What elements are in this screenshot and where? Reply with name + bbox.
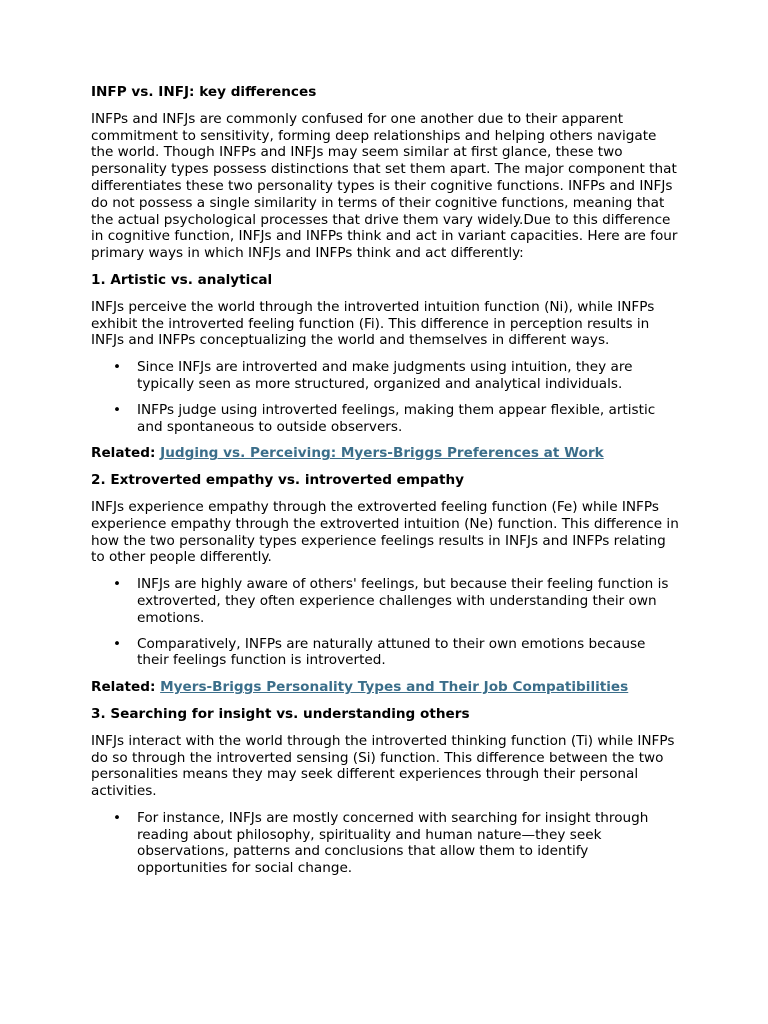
related-link-job-compatibilities[interactable]: Myers-Briggs Personality Types and Their Job Compatibilities bbox=[160, 679, 629, 696]
list-item: • For instance, INFJs are mostly concerned with searching for insight through reading about philosophy, spirituality and human nature—they seek observations, patterns and conclusions that allow them to identify opportunities for social change. bbox=[137, 810, 681, 877]
intro-paragraph: INFPs and INFJs are commonly confused for one another due to their apparent commitment to sensitivity, forming deep relationships and helping others navigate the world. Though INFPs and INFJs may seem similar at first glance, these two personality types possess distinctions that set them apart. The major component that differentiates these two personality types is their cognitive functions. INFPs and INFJs do not possess a single similarity in terms of their cognitive functions, meaning that the actual psychological processes that drive them vary widely.Due to this difference in cognitive function, INFJs and INFPs think and act in variant capacities. Here are four primary ways in which INFJs and INFPs think and act differently: bbox=[91, 110, 678, 262]
section-3-heading: 3. Searching for insight vs. understanding others bbox=[91, 705, 470, 722]
related-link-line-1 bbox=[91, 445, 681, 462]
article-title: INFP vs. INFJ: key differences bbox=[91, 84, 317, 100]
section-2-paragraph: INFJs experience empathy through the extroverted feeling function (Fe) while INFPs experience empathy through the extroverted intuition (Ne) function. This difference in how the two personality types experience feelings results in INFJs and INFPs relating to other people differently. bbox=[91, 498, 679, 566]
related-label: Related: bbox=[91, 445, 156, 462]
section-3-bullet-list bbox=[91, 810, 681, 877]
list-item: • INFJs are highly aware of others' feelings, but because their feeling function is extroverted, they often experience challenges with understanding their own emotions. bbox=[137, 576, 681, 626]
section-1-heading: 1. Artistic vs. analytical bbox=[91, 271, 273, 288]
document-page bbox=[91, 84, 681, 887]
related-label: Related: bbox=[91, 679, 156, 696]
section-1-bullet-list bbox=[91, 359, 681, 435]
list-item: • Since INFJs are introverted and make judgments using intuition, they are typically seen as more structured, organized and analytical individuals. bbox=[137, 359, 681, 393]
section-2-heading: 2. Extroverted empathy vs. introverted empathy bbox=[91, 472, 464, 489]
related-link-line-2 bbox=[91, 679, 681, 696]
section-3-paragraph: INFJs interact with the world through the introverted thinking function (Ti) while INFPs do so through the introverted sensing (Si) function. This difference between the two personalities means they may seek different experiences through their personal activities. bbox=[91, 732, 675, 800]
section-1-paragraph: INFJs perceive the world through the introverted intuition function (Ni), while INFPs exhibit the introverted feeling function (Fi). This difference in perception results in INFJs and INFPs conceptualizing the world and themselves in different ways. bbox=[91, 298, 655, 349]
list-item: • Comparatively, INFPs are naturally attuned to their own emotions because their feelings function is introverted. bbox=[137, 636, 681, 670]
related-link-judging-perceiving[interactable]: Judging vs. Perceiving: Myers-Briggs Preferences at Work bbox=[160, 445, 604, 462]
list-item: • INFPs judge using introverted feelings, making them appear flexible, artistic and spontaneous to outside observers. bbox=[137, 402, 681, 436]
section-2-bullet-list bbox=[91, 576, 681, 669]
